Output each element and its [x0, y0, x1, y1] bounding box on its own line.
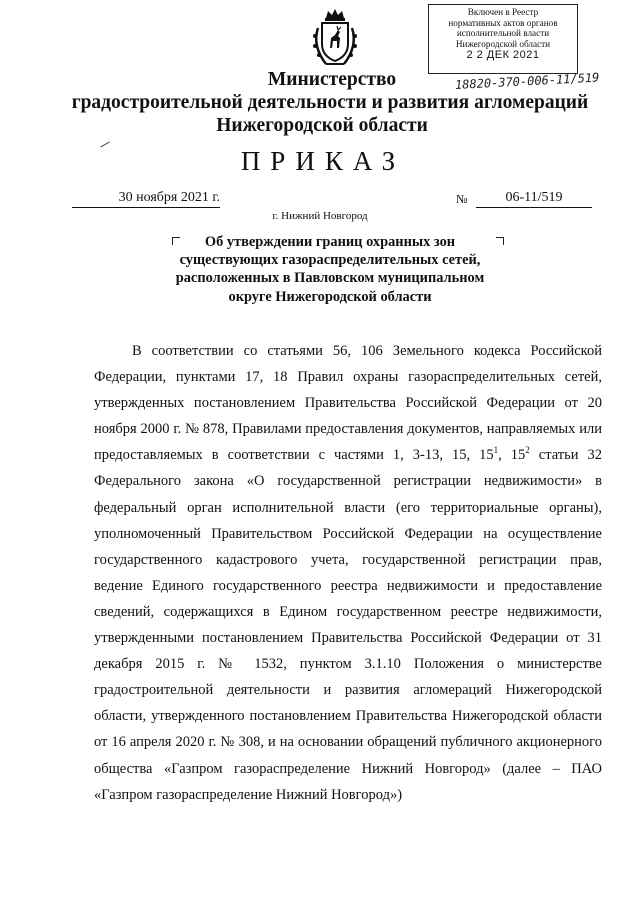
- ministry-name-line3: Нижегородской области: [216, 115, 428, 136]
- body-text-part: , 15: [498, 447, 526, 464]
- stamp-line: исполнительной власти: [456, 28, 550, 39]
- stamp-line: нормативных актов органов: [448, 17, 558, 28]
- stamp-line: Включен в Реестр: [467, 7, 539, 17]
- body-superscript: 1: [493, 445, 499, 456]
- stamp-date: 2 2 ДЕК 2021: [466, 49, 540, 62]
- document-subject: Об утверждении границ охранных зон существующих газораспределительных сетей, расположенных в Павловском муниципальном округе Нижегородской области: [175, 234, 485, 305]
- body-text-part: В соответствии со статьями 56, 106 Земельного кодекса Российской Федерации, пунктами 17, 18 Правил охраны газораспределительных сетей, утвержденных постановлением Правительства Российской Федерации от 20 ноября 2000 г. № 878, Правилами предоставления документов, направляемых или предоставляемых в соответствии с частями 1, 3-13, 15, 15: [94, 343, 602, 464]
- number-sign: №: [456, 192, 468, 206]
- document-city: г. Нижний Новгород: [272, 210, 368, 222]
- coat-of-arms-icon: [304, 8, 366, 70]
- registry-stamp: [428, 4, 578, 74]
- document-type-title: ПРИКАЗ: [240, 146, 406, 176]
- stamp-line: Нижегородской области: [455, 38, 551, 49]
- body-superscript: 2: [525, 445, 530, 456]
- document-date: 30 ноября 2021 г.: [72, 190, 220, 208]
- document-number: 06-11/519: [476, 190, 592, 208]
- ministry-name-line2: градостроительной деятельности и развития агломераций: [71, 92, 589, 113]
- stamp-registration-number: 18820-370-006-11/519: [454, 70, 600, 92]
- document-body: [94, 338, 602, 808]
- body-text-part: статьи 32 Федерального закона «О государственной регистрации недвижимости» в федеральный орган исполнительной власти (его территориальные органы), уполномоченный Правительством Российской Федерации на осуществление государственного кадастрового учета, государственной регистрации прав, ведение Единого государственного реестра недвижимости и предоставление сведений, содержащихся в Едином государственном реестре недвижимости, утвержденными постановлением Правительства Российской Федерации от 31 декабря 2015 г. № 1532, пунктом 3.1.10 Положения о министерстве градостроительной деятельности и развития агломераций Нижегородской области, утвержденного постановлением Правительства Нижегородской области от 16 апреля 2020 г. № 308, и на основании обращений публичного акционерного общества «Газпром газораспределение Нижний Новгород» (далее – ПАО «Газпром газораспределение Нижний Новгород»): [94, 447, 603, 803]
- ministry-name-line1: Министерство: [267, 69, 397, 90]
